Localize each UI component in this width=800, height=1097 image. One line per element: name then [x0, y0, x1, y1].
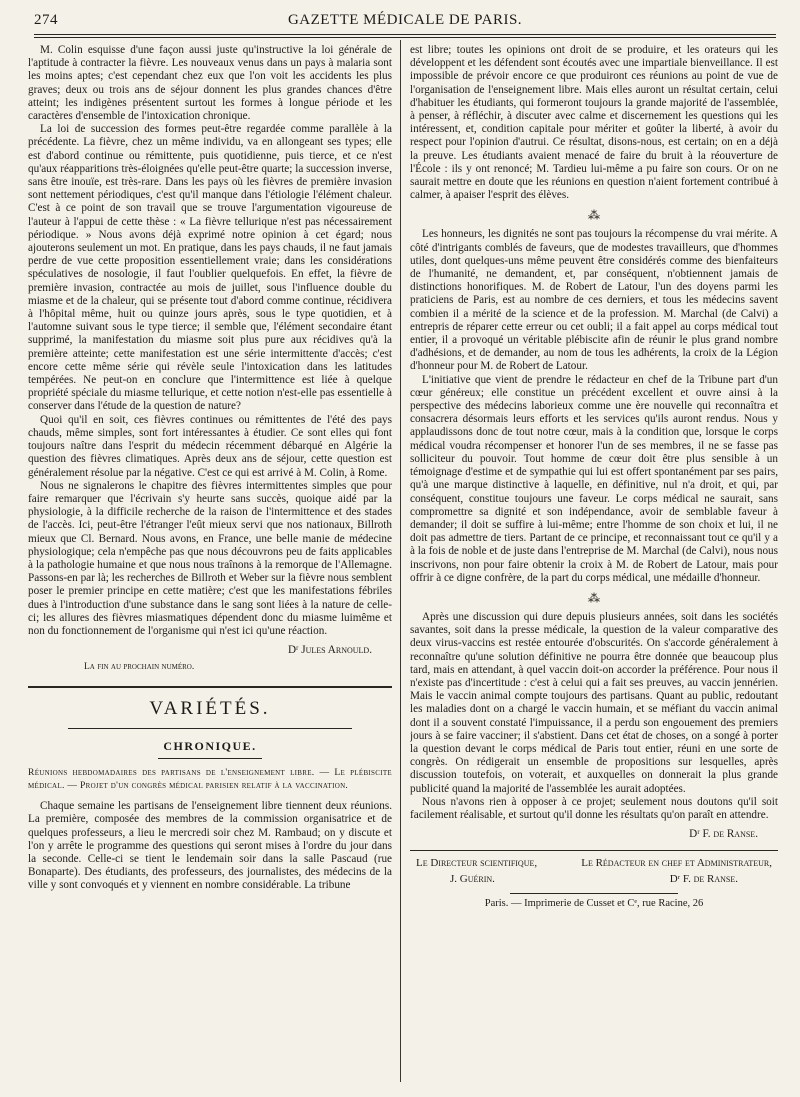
editor-role: Le Rédacteur en chef et Administrateur,: [581, 857, 772, 870]
chronique-paragraph: Les honneurs, les dignités ne sont pas toujours la récompense du vrai mérite. A côté d'intrigants comblés de faveurs, que de modestes travailleurs, que d'hommes utiles, dont quelques-uns même peuvent être considérés comme des bienfaiteurs de l'humanité, ne demandent, et, par conséquent, n'obtiennent jamais de distinctions honorifiques. M. de Robert de Latour, l'un des doyens parmi les praticiens de Paris, est au nombre de ces derniers, et tous les médecins savent combien il a mérité de la science et de la profession. M. Marchal (de Calvi) a entrepris de réparer cette erreur ou cet oubli; il a fait appel au corps médical tout entier, il a provoqué un véritable plébiscite afin de réunir le plus grand nombre d'adhésions, et de demander, au nom de tous les adhérents, la croix de la Légion d'honneur pour M. de Robert de Latour.: [410, 228, 778, 373]
printer-imprint: Paris. — Imprimerie de Cusset et Cᵉ, rue Racine, 26: [484, 898, 704, 910]
article-paragraph: Quoi qu'il en soit, ces fièvres continues ou rémittentes de l'été des pays chauds, même simples, sont fort intéressantes à étudier. Ce sont elles qui font toujours naître dans l'esprit du médecin récemment débarqué en Algérie la question des fièvres climatiques. Après deux ans de séjour, cette question est généralement résolue par la négative. C'est ce qui est arrivé à M. Colin, à Rome.: [28, 413, 392, 479]
article-paragraph: Nous ne signalerons le chapitre des fièvres intermittentes simples que pour faire remarquer que l'écrivain s'y heurte sans succès, quoique aidé par la physiologie, à la difficile recherche de la raison de l'intermittence et des stades de l'accès. Ici, peut-être l'étranger l'eût mieux servi que nos nationaux, Billroth mieux que Cl. Bernard. Nous avons, en France, une belle manie de médecine physiologique; cela n'empêche pas que nous découvrons peu de faits applicables à la pathologie humaine et que nous nous traînons à la remorque de l'Allemagne. Passons-en par là; les recherches de Billroth et Weber sur la fièvre nous semblent poser le premier principe en cette matière; c'est que les manifestations fébriles dues à l'introduction d'une substance dans le sang sont liées à la nature de celle-ci; les allures des fièvres miasmatiques dépendent donc du miasme luimême et non du fonctionnement de l'organisme qui n'est ici qu'une réaction.: [28, 479, 392, 637]
director-role: Le Directeur scientifique,: [416, 857, 538, 870]
article-paragraph: M. Colin esquisse d'une façon aussi juste qu'instructive la loi générale de l'aptitude à contracter la fièvre. Les nouveaux venus dans un pays à malaria sont les moins aptes; c'est cependant chez eux que l'on voit les accidents les plus graves; deux ou trois ans de séjour donnent les plus grandes chances d'être atteint; les indigènes présentent surtout les formes à longue période et les caractères d'ensemble de l'intoxication chronique.: [28, 44, 392, 123]
chronique-subhead: Réunions hebdomadaires des partisans de l'enseignement libre. — Le plébiscite médical. — Projet d'un congrès médical parisien relatif à la vaccination.: [28, 767, 392, 791]
chronique-paragraph: Après une discussion qui dure depuis plusieurs années, soit dans les sociétés savantes, soit dans la presse médicale, la question de la valeur comparative des deux virus-vaccins est restée entourée d'obscurités. On s'accorde généralement à reconnaître qu'une solution définitive ne pourra être donnée que beaucoup plus tard, mais en attendant, à quel vaccin doit-on accorder la préférence. Pour nous il n'existe pas d'incertitude : c'est à celui qui a fait ses preuves, au vaccin jennérien. Mais le vaccin animal compte toujours des partisans. Quant au public, redoutant les maladies dont on a chargé le vaccin humain, et se méfiant du vaccin animal dont il a souvent constaté l'impuissance, il a perdu son engouement des premiers jours à se faire vacciner; il s'abstient. Dans cet état de choses, on a songé à porter la question devant le corps médical de Paris tout entier, réuni en une sorte de congrès. On rédigerait un ensemble de propositions sur lesquelles, après discussion toutefois, on voterait, et auxquelles on donnerait la plus grande publicité quand la majorité de l'assemblée les aurait adoptées.: [410, 610, 778, 795]
header-rule: [34, 34, 776, 38]
page-number: 274: [34, 12, 58, 28]
chronique-paragraph: L'initiative que vient de prendre le rédacteur en chef de la Tribune part d'un cœur généreux; elle constitue un précédent excellent et ouvre ainsi à la perspective des médecins laborieux comme une ère nouvelle qui reconnaîtra et consacrera désormais leurs efforts et les services qu'ils auront rendus. Nous y applaudissons donc de tout notre cœur, mais à la condition que, lorsque le corps médical voudra récompenser et honorer l'un de ses membres, il ne se fasse pas solliciteur du pouvoir. Tout homme de cœur doit être plus sensible à un témoignage d'estime et de sympathie qui lui est offert spontanément par ses pairs, qu'à une marque distinctive à laquelle, en définitive, nul n'a droit, et qui, par conséquent, constitue toujours une faveur. Le corps médical ne saurait, sans compromettre sa dignité et son indépendance, avoir de semblable faveur à demander; il doit se suffire à lui-même; entre l'homme de son choix et lui, il ne doit pas admettre de tiers. Partant de ce principe, et reconnaissant tout ce qu'il y a à la fois de noble et de juste dans l'entreprise de M. Marchal (de Calvi), nous nous inscrivons, non pour faire obtenir la croix à M. de Robert de Latour, mais pour offrir à ce digne confrère, de la part du corps médical, une médaille d'honneur.: [410, 373, 778, 584]
section-separator-stars: ⁂: [588, 590, 600, 605]
right-column: [410, 44, 778, 1094]
author-signature: Dʳ Jules Arnould.: [287, 644, 372, 657]
chronique-rule: [158, 758, 262, 759]
footer-rule: [510, 893, 678, 894]
article-paragraph: La loi de succession des formes peut-être regardée comme parallèle à la précédente. La fièvre, chez un même individu, va en allongeant ses types; elle est d'abord continue ou rémittente, puis quotidienne, puis tierce, et ce n'est qu'aux réapparitions très-éloignées qu'elle peut-être quarte; la succession inverse, sans être inouïe, est très-rare. Dans les pays où les fièvres de première invasion sont nettement périodiques, c'est qu'il manque dans l'étiologie l'élément chaleur. C'est à ce point de son travail que se trouve l'argumentation vigoureuse de l'auteur à l'appui de cette thèse : « La fièvre tellurique n'est pas nécessairement périodique. » Nous avons déjà exprimé notre opinion à cet égard; nous ajouterons seulement un mot. En pratique, dans les pays chauds, il ne faut jamais perdre de vue cette proposition essentiellement vraie; dans les considérations spéculatives de nosologie, il faut l'oublier quelquefois. En effet, la fièvre de première invasion, contractée au mois de juillet, sous l'influence double du miasme et de la chaleur, qui se présente tout d'abord comme continue, récidivera à l'hôpital même, huit ou quinze jours après, sous le type quotidien, et à l'automne suivant sous le type tierce; il semble que, l'élément secondaire étant supprimé, la manifestation du miasme soit plus pure aux récidives qu'à la première atteinte; cette manifestation est une série intermittente d'accès; c'est encore cette même série qui révèle seule l'intoxication dans les latitudes tempérées. Ne peut-on en conclure que l'intermittence est liée à quelque propriété spéciale du miasme tellurique, et cette notion n'est-elle pas essentielle à conserver dans l'étude de la question de nature?: [28, 123, 392, 413]
editor-name: Dʳ F. de Ranse.: [669, 873, 738, 886]
left-column: [28, 44, 392, 1094]
chronique-paragraph: Nous n'avons rien à opposer à ce projet; seulement nous doutons qu'il soit facilement réalisable, et surtout qu'il donne les résultats qu'on paraît en attendre.: [410, 795, 778, 821]
section-separator-stars: ⁂: [588, 208, 600, 223]
chronique-paragraph: est libre; toutes les opinions ont droit de se produire, et les orateurs qui les développent et les défendent sont écoutés avec une impartiale bienveillance. Il est impossible de prévoir encore ce que produiront ces réunions au point de vue de l'organisation de l'enseignement libre. Mais elles auront un résultat certain, celui d'habituer les étudiants, qui formeront toujours la grande majorité de l'assemblée, à penser, à réfléchir, à discuter avec calme et discernement les questions qui les intéressent, et, condition capitale pour mériter et goûter la liberté, à avoir du respect pour l'opinion d'autrui. Ce résultat, disons-nous, est certain; on en a déjà la preuve. Les étudiants avaient menacé de faire du bruit à la réouverture de l'École : ils y ont renoncé; M. Tardieu lui-même a pu faire son cours. Or on ne saurait mettre en doute que les réunions en question n'aient fortement contribué à calmer, à apaiser l'esprit des élèves.: [410, 44, 778, 202]
masthead-footer: [410, 850, 778, 909]
section-title: VARIÉTÉS.: [28, 686, 392, 720]
author-signature: Dʳ F. de Ranse.: [689, 828, 758, 841]
director-name: J. Guérin.: [450, 873, 495, 886]
chronique-title: CHRONIQUE.: [163, 739, 257, 754]
chronique-paragraph: Chaque semaine les partisans de l'enseignement libre tiennent deux réunions. La première, composée des membres de la commission organisatrice et de quelques professeurs, a lieu le mercredi soir chez M. Rambaud; on y discute et l'on y arrête le programme des questions qui seront mises à l'ordre du jour dans la seconde. Celle-ci se tient le lendemain soir dans la salle Pascaud (rue Bonaparte). Des étudiants, des professeurs, des journalistes, des médecins de la ville y sont convoqués et y viennent en nombre considérable. La tribune: [28, 800, 392, 892]
section-rule: [68, 728, 352, 729]
page-header: [34, 12, 776, 34]
journal-title: GAZETTE MÉDICALE DE PARIS.: [287, 12, 523, 28]
to-be-continued-note: La fin au prochain numéro.: [84, 662, 195, 673]
column-divider: [400, 40, 401, 1082]
